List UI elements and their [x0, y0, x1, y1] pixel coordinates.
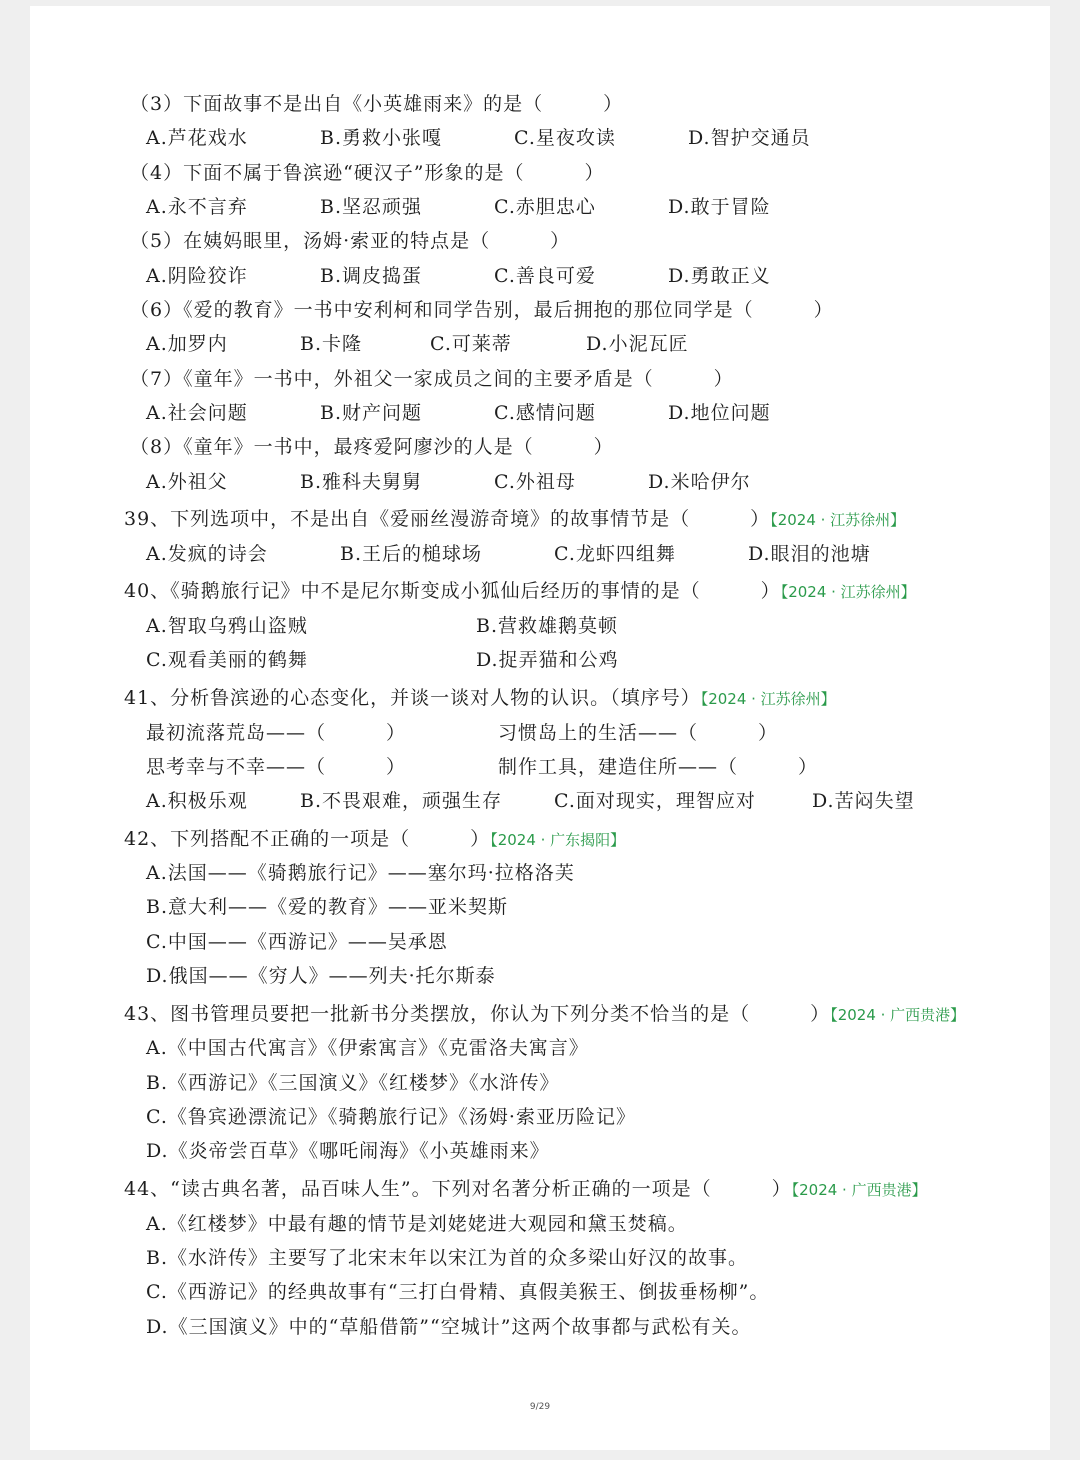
question-40-stem: 40、《骑鹅旅行记》中不是尼尔斯变成小狐仙后经历的事情的是（ ）【2024 · 江苏徐州】 — [124, 580, 916, 602]
option: B.坚忍顽强 — [320, 196, 423, 218]
option: B.王后的槌球场 — [340, 543, 483, 565]
option: C.龙虾四组舞 — [554, 543, 676, 565]
question-8-stem: （8）《童年》一书中，最疼爱阿廖沙的人是（ ） — [130, 436, 614, 458]
option: A.法国——《骑鹅旅行记》——塞尔玛·拉格洛芙 — [146, 862, 575, 884]
option: B.不畏艰难，顽强生存 — [300, 790, 503, 812]
option: A.积极乐观 — [146, 790, 248, 812]
option: B.雅科夫舅舅 — [300, 471, 423, 493]
question-41-stem: 41、分析鲁滨逊的心态变化，并谈一谈对人物的认识。（填序号）【2024 · 江苏徐州】 — [124, 687, 836, 709]
option: A.发疯的诗会 — [146, 543, 268, 565]
option: B.营救雄鹅莫顿 — [476, 615, 619, 637]
option: C.观看美丽的鹤舞 — [146, 649, 308, 671]
option: A.芦花戏水 — [146, 127, 248, 149]
option: A.阴险狡诈 — [146, 265, 248, 287]
blank-item: 习惯岛上的生活——（ ） — [498, 722, 779, 744]
question-39-stem: 39、下列选项中，不是出自《爱丽丝漫游奇境》的故事情节是（ ）【2024 · 江苏徐州】 — [124, 508, 906, 530]
source-tag: 【2024 · 江苏徐州】 — [780, 583, 916, 601]
option: D.捉弄猫和公鸡 — [476, 649, 619, 671]
option: B.勇救小张嘎 — [320, 127, 443, 149]
option: C.《鲁宾逊漂流记》《骑鹅旅行记》《汤姆·索亚历险记》 — [146, 1106, 636, 1128]
option: B.《水浒传》主要写了北宋末年以宋江为首的众多梁山好汉的故事。 — [146, 1247, 749, 1269]
option: B.卡隆 — [300, 333, 363, 355]
option: C.善良可爱 — [494, 265, 596, 287]
source-tag: 【2024 · 广东揭阳】 — [490, 831, 626, 849]
option: A.《中国古代寓言》《伊索寓言》《克雷洛夫寓言》 — [146, 1037, 589, 1059]
option: D.小泥瓦匠 — [586, 333, 689, 355]
blank-item: 最初流落荒岛——（ ） — [146, 722, 407, 744]
option: B.调皮捣蛋 — [320, 265, 423, 287]
option: C.赤胆忠心 — [494, 196, 596, 218]
page-number: 9/29 — [529, 1402, 551, 1412]
question-44-stem: 44、“读古典名著，品百味人生”。下列对名著分析正确的一项是（ ）【2024 · 广西贵港】 — [124, 1178, 927, 1200]
option: D.智护交通员 — [688, 127, 811, 149]
option: D.《炎帝尝百草》《哪吒闹海》《小英雄雨来》 — [146, 1140, 550, 1162]
blank-item: 思考幸与不幸——（ ） — [146, 756, 407, 778]
option: D.勇敢正义 — [668, 265, 771, 287]
question-4-stem: （4）下面不属于鲁滨逊“硬汉子”形象的是（ ） — [130, 162, 605, 184]
option: A.《红楼梦》中最有趣的情节是刘姥姥进大观园和黛玉焚稿。 — [146, 1213, 688, 1235]
option: C.中国——《西游记》——吴承恩 — [146, 931, 448, 953]
source-tag: 【2024 · 广西贵港】 — [830, 1006, 966, 1024]
option: B.《西游记》《三国演义》《红楼梦》《水浒传》 — [146, 1072, 560, 1094]
option: B.意大利——《爱的教育》——亚米契斯 — [146, 896, 509, 918]
option: A.加罗内 — [146, 333, 228, 355]
option: C.《西游记》的经典故事有“三打白骨精、真假美猴王、倒拔垂杨柳”。 — [146, 1281, 770, 1303]
option: A.智取乌鸦山盗贼 — [146, 615, 308, 637]
source-tag: 【2024 · 江苏徐州】 — [770, 511, 906, 529]
option: D.地位问题 — [668, 402, 771, 424]
option: A.永不言弃 — [146, 196, 248, 218]
option: D.敢于冒险 — [668, 196, 771, 218]
source-tag: 【2024 · 广西贵港】 — [791, 1181, 927, 1199]
document-page — [30, 6, 1050, 1450]
option: D.俄国——《穷人》——列夫·托尔斯泰 — [146, 965, 496, 987]
option: D.眼泪的池塘 — [748, 543, 871, 565]
question-7-stem: （7）《童年》一书中，外祖父一家成员之间的主要矛盾是（ ） — [130, 368, 734, 390]
option: C.可莱蒂 — [430, 333, 512, 355]
option: C.星夜攻读 — [514, 127, 616, 149]
option: C.感情问题 — [494, 402, 596, 424]
question-6-stem: （6）《爱的教育》一书中安利柯和同学告别，最后拥抱的那位同学是（ ） — [130, 299, 834, 321]
option: D.苦闷失望 — [812, 790, 915, 812]
option: C.外祖母 — [494, 471, 576, 493]
option: C.面对现实，理智应对 — [554, 790, 756, 812]
option: A.外祖父 — [146, 471, 228, 493]
option: D.《三国演义》中的“草船借箭”“空城计”这两个故事都与武松有关。 — [146, 1316, 752, 1338]
option: A.社会问题 — [146, 402, 248, 424]
question-42-stem: 42、下列搭配不正确的一项是（ ）【2024 · 广东揭阳】 — [124, 828, 626, 850]
option: B.财产问题 — [320, 402, 423, 424]
source-tag: 【2024 · 江苏徐州】 — [700, 690, 836, 708]
question-43-stem: 43、图书管理员要把一批新书分类摆放，你认为下列分类不恰当的是（ ）【2024 · 广西贵港】 — [124, 1003, 966, 1025]
option: D.米哈伊尔 — [648, 471, 751, 493]
question-5-stem: （5）在姨妈眼里，汤姆·索亚的特点是（ ） — [130, 230, 571, 252]
question-3-stem: （3）下面故事不是出自《小英雄雨来》的是（ ） — [130, 93, 624, 115]
blank-item: 制作工具，建造住所——（ ） — [498, 756, 819, 778]
